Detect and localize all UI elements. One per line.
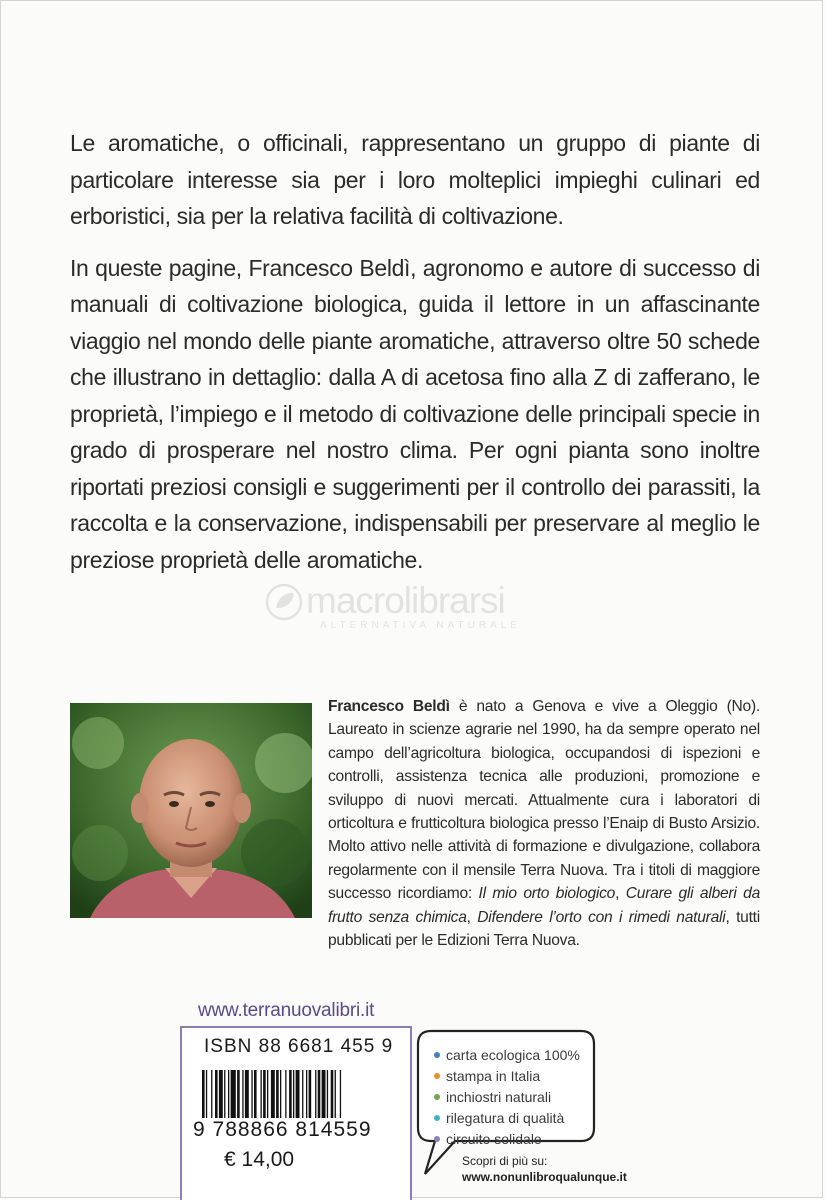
book-title-2: Curare gli alberi da frutto senza chimica (328, 885, 760, 926)
bullet-icon (434, 1136, 440, 1142)
blurb-paragraph-2: In queste pagine, Francesco Beldì, agronomo e autore di successo di manuali di coltivazione biologica, guida il lettore in un affascinante viaggio nel mondo delle piante aromatiche, attraverso oltre 50 schede che illustrano in dettaglio: dalla A di acetosa fino alla Z di zafferano, le proprietà, l’impiego e il metodo di coltivazione delle principali specie in grado di prosperare nel nostro clima. Per ogni pianta sono inoltre riportati preziosi consigli e suggerimenti per il controllo dei parassiti, la raccolta e la conservazione, indispensabili per preservare al meglio le preziose proprietà delle aromatiche. (70, 254, 760, 573)
bio-text-2: , tutti pubblicati per le Edizioni Terra Nuova. (328, 908, 760, 950)
feature-label: inchiostri naturali (446, 1089, 552, 1105)
isbn-box (180, 1026, 412, 1200)
feature-label: stampa in Italia (446, 1068, 541, 1084)
feature-item (432, 1087, 580, 1108)
author-name: Francesco Beldì (328, 698, 450, 715)
feature-label: rilegatura di qualità (446, 1110, 565, 1126)
feature-item (432, 1129, 580, 1150)
price: € 14,00 (224, 1148, 295, 1171)
bio-separator-1: , (615, 885, 626, 903)
back-cover-blurb (70, 125, 760, 578)
discover-url[interactable]: www.nonunlibroqualunque.it (462, 1170, 627, 1184)
bio-separator-2: , (466, 908, 478, 926)
features-list (432, 1045, 580, 1150)
author-bio (328, 695, 760, 952)
bullet-icon (434, 1052, 440, 1058)
bullet-icon (434, 1073, 440, 1079)
discover-more (462, 1153, 627, 1185)
publisher-website[interactable]: www.terranuovalibri.it (198, 1000, 375, 1021)
feature-label: circuito solidale (446, 1131, 542, 1147)
watermark (262, 578, 572, 638)
bullet-icon (434, 1115, 440, 1121)
book-title-1: Il mio orto biologico (478, 885, 616, 903)
author-photo (70, 703, 312, 918)
discover-label: Scopri di più su: (462, 1154, 548, 1168)
watermark-tagline: ALTERNATIVA NATURALE (320, 620, 521, 631)
feature-item (432, 1066, 580, 1087)
feature-item (432, 1108, 580, 1129)
feature-label: carta ecologica 100% (446, 1047, 580, 1063)
ean-digits: 9 788866 814559 (193, 1118, 372, 1141)
isbn-number: ISBN 88 6681 455 9 (204, 1036, 394, 1057)
feature-item (432, 1045, 580, 1066)
bio-text-1: è nato a Genova e vive a Oleggio (No). Laureato in scienze agrarie nel 1990, ha da sempre operato nel campo dell’agricoltura biologica, occupandosi di ispezioni e controlli, assistenza tecnica alle produzioni, promozione e sviluppo di nuovi mercati. Attualmente cura i laboratori di orticoltura e frutticoltura biologica presso l’Enaip di Busto Arsizio. Molto attivo nelle attività di formazione e divulgazione, collabora regolarmente con il mensile Terra Nuova. Tra i titoli di maggiore successo ricordiamo: (328, 698, 761, 903)
watermark-brand: macrolibrarsi (306, 580, 505, 621)
blurb-paragraph-1: Le aromatiche, o officinali, rappresentano un gruppo di piante di particolare interesse sia per i loro molteplici impieghi culinari ed erboristici, sia per la relativa facilità di coltivazione. (70, 130, 760, 229)
leaf-logo-icon (264, 582, 304, 622)
book-title-3: Difendere l’orto con i rimedi naturali (477, 908, 726, 926)
bullet-icon (434, 1094, 440, 1100)
